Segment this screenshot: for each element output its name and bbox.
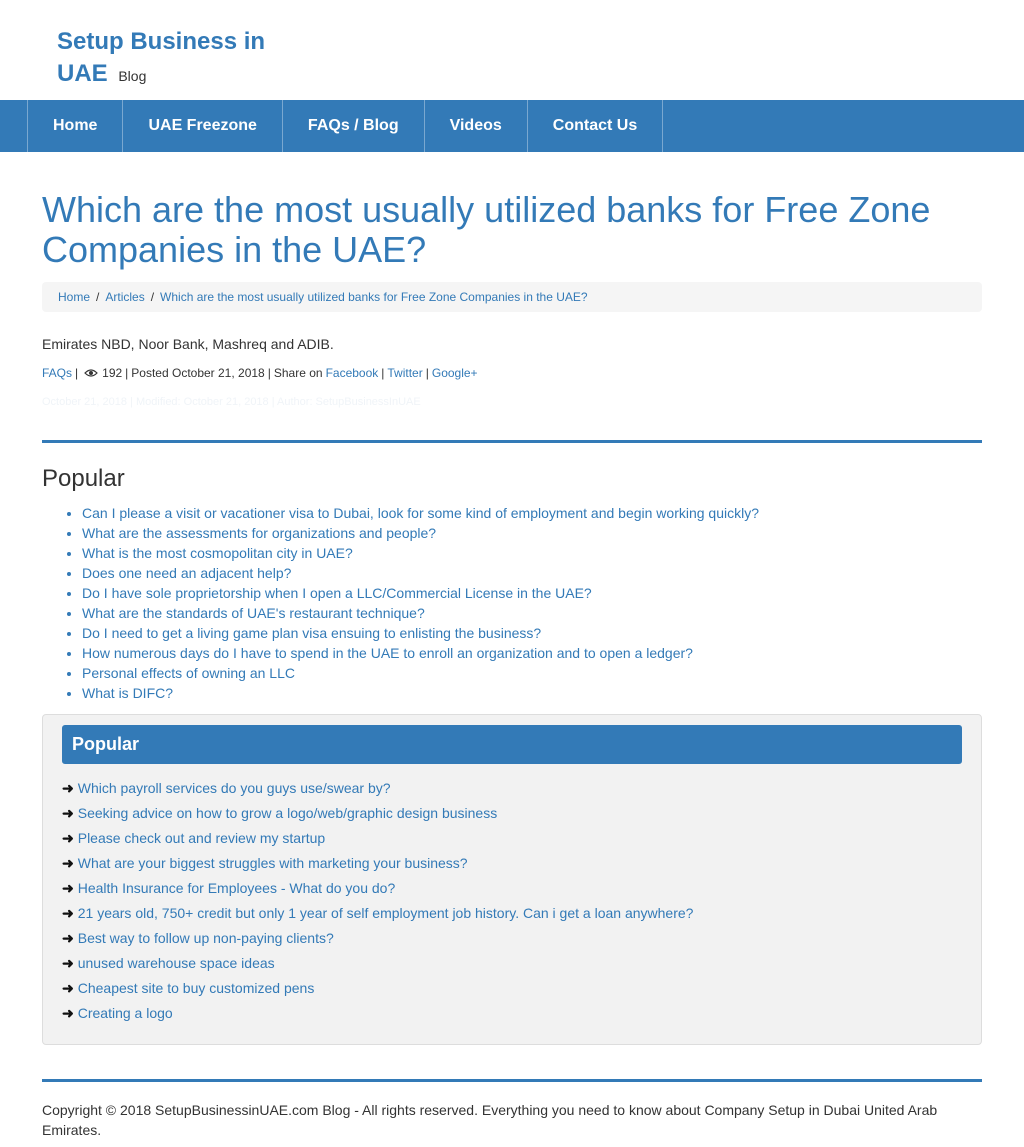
breadcrumb-home[interactable]: Home <box>58 290 91 304</box>
breadcrumb <box>42 282 982 312</box>
list-item <box>82 663 982 683</box>
panel-link[interactable]: Please check out and review my startup <box>77 830 326 846</box>
nav-home[interactable]: Home <box>27 100 122 152</box>
list-item <box>62 801 962 826</box>
posted-date: Posted October 21, 2018 <box>131 366 265 380</box>
article-meta: FAQs | 192 | Posted October 21, 2018 | Share on Facebook | Twitter | Google+ <box>42 366 478 380</box>
eye-icon <box>84 368 98 378</box>
arrow-right-icon: ➜ <box>62 855 74 871</box>
list-item <box>62 1001 962 1026</box>
arrow-right-icon: ➜ <box>62 830 74 846</box>
list-item <box>82 643 982 663</box>
list-item <box>82 503 982 523</box>
popular-link[interactable]: Can I please a visit or vacationer visa to Dubai, look for some kind of employment and begin working quickly? <box>82 505 760 521</box>
breadcrumb-separator: / <box>96 290 100 304</box>
arrow-right-icon: ➜ <box>62 880 74 896</box>
arrow-right-icon: ➜ <box>62 805 74 821</box>
panel-list <box>62 776 962 1026</box>
share-facebook[interactable]: Facebook <box>325 366 379 380</box>
list-item <box>82 583 982 603</box>
panel-heading: Popular <box>62 725 962 764</box>
panel-link[interactable]: What are your biggest struggles with marketing your business? <box>77 855 468 871</box>
popular-link[interactable]: What is the most cosmopolitan city in UAE? <box>82 545 353 561</box>
list-item <box>62 976 962 1001</box>
popular-heading: Popular <box>42 465 125 492</box>
arrow-right-icon: ➜ <box>62 1005 74 1021</box>
nav-contact-us[interactable]: Contact Us <box>527 100 663 152</box>
list-item <box>82 523 982 543</box>
panel-link[interactable]: Best way to follow up non-paying clients? <box>77 930 334 946</box>
breadcrumb-articles[interactable]: Articles <box>105 290 145 304</box>
arrow-right-icon: ➜ <box>62 905 74 921</box>
arrow-right-icon: ➜ <box>62 980 74 996</box>
panel-link[interactable]: Cheapest site to buy customized pens <box>77 980 315 996</box>
nav-videos[interactable]: Videos <box>424 100 527 152</box>
popular-panel <box>42 714 982 1045</box>
category-link[interactable]: FAQs <box>42 366 73 380</box>
article-body: Emirates NBD, Noor Bank, Mashreq and ADIB. <box>42 336 334 352</box>
breadcrumb-separator: / <box>150 290 155 304</box>
list-item <box>62 951 962 976</box>
panel-link[interactable]: unused warehouse space ideas <box>77 955 275 971</box>
panel-link[interactable]: 21 years old, 750+ credit but only 1 year of self employment job history. Can i get a loan anywhere? <box>77 905 694 921</box>
popular-link[interactable]: Personal effects of owning an LLC <box>82 665 295 681</box>
popular-link[interactable]: What are the standards of UAE's restaurant technique? <box>82 605 425 621</box>
panel-link[interactable]: Which payroll services do you guys use/swear by? <box>77 780 391 796</box>
share-twitter[interactable]: Twitter <box>387 366 423 380</box>
popular-link[interactable]: Does one need an adjacent help? <box>82 565 292 581</box>
share-google-plus[interactable]: Google+ <box>431 366 478 380</box>
popular-link[interactable]: Do I have sole proprietorship when I open a LLC/Commercial License in the UAE? <box>82 585 592 601</box>
list-item <box>82 543 982 563</box>
brand-title[interactable]: Setup Business in UAE <box>57 28 266 87</box>
breadcrumb-current[interactable]: Which are the most usually utilized banks for Free Zone Companies in the UAE? <box>160 290 588 304</box>
popular-link[interactable]: Do I need to get a living game plan visa ensuing to enlisting the business? <box>82 625 542 641</box>
panel-link[interactable]: Creating a logo <box>77 1005 173 1021</box>
site-logo[interactable] <box>57 26 297 92</box>
site-header <box>0 0 1024 100</box>
list-item <box>82 603 982 623</box>
list-item <box>82 683 982 703</box>
panel-link[interactable]: Health Insurance for Employees - What do you do? <box>77 880 396 896</box>
list-item <box>82 623 982 643</box>
list-item <box>82 563 982 583</box>
main-nav <box>0 100 1024 152</box>
footer-copyright: Copyright © 2018 SetupBusinessinUAE.com Blog - All rights reserved. Everything you need to know about Company Setup in Dubai United Arab Emirates. <box>42 1102 938 1138</box>
main-content <box>0 190 1024 1140</box>
list-item <box>62 926 962 951</box>
popular-link[interactable]: How numerous days do I have to spend in the UAE to enroll an organization and to open a ledger? <box>82 645 693 661</box>
popular-list <box>42 503 982 703</box>
section-divider <box>42 440 982 443</box>
share-label: Share on <box>273 366 323 380</box>
brand-suffix: Blog <box>118 68 147 84</box>
list-item <box>62 876 962 901</box>
popular-link[interactable]: What is DIFC? <box>82 685 174 701</box>
panel-link[interactable]: Seeking advice on how to grow a logo/web/graphic design business <box>77 805 498 821</box>
arrow-right-icon: ➜ <box>62 955 74 971</box>
view-count: 192 <box>102 366 123 380</box>
footer-divider <box>42 1079 982 1082</box>
arrow-right-icon: ➜ <box>62 780 74 796</box>
list-item <box>62 901 962 926</box>
list-item <box>62 776 962 801</box>
page-title: Which are the most usually utilized banks for Free Zone Companies in the UAE? <box>42 189 931 270</box>
faint-meta-line: October 21, 2018 | Modified: October 21, 2018 | Author: SetupBusinessInUAE <box>42 396 421 408</box>
list-item <box>62 826 962 851</box>
arrow-right-icon: ➜ <box>62 930 74 946</box>
list-item <box>62 851 962 876</box>
popular-link[interactable]: What are the assessments for organizations and people? <box>82 525 437 541</box>
nav-uae-freezone[interactable]: UAE Freezone <box>122 100 281 152</box>
nav-faqs-blog[interactable]: FAQs / Blog <box>282 100 424 152</box>
